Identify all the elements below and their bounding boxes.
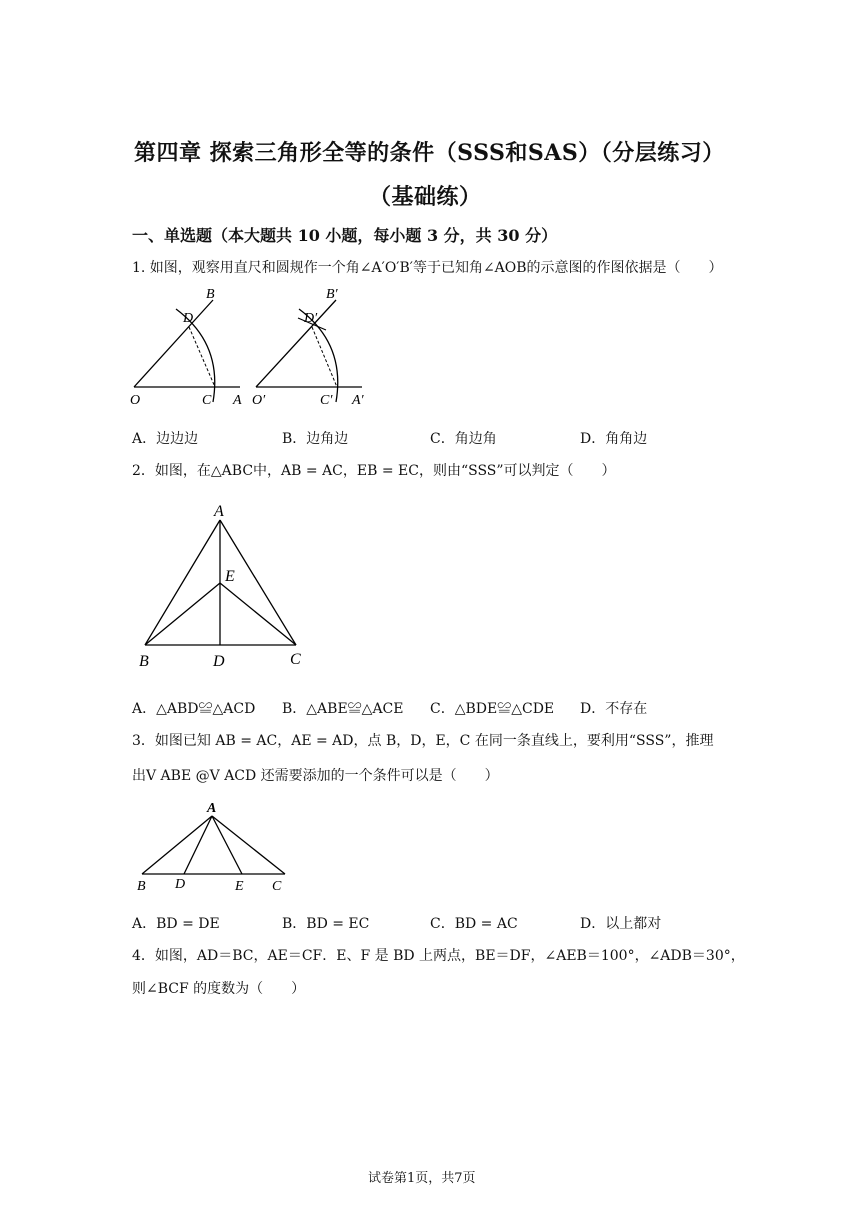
label-right-c: C′ [320,393,333,408]
label-right-a: A′ [352,393,364,408]
question-3-option-d: D．以上都对 [580,916,662,932]
question-1-option-a: A．边边边 [132,431,199,447]
question-2-option-c: C．△BDE≌△CDE [430,701,555,717]
question-3-option-a: A．BD = DE [132,916,220,932]
section-heading: 一、单选题（本大题共 10 小题，每小题 3 分，共 30 分） [132,226,558,245]
label-a: A [207,801,217,816]
label-d: D [213,653,225,670]
label-right-d: D′ [304,311,318,326]
question-3-option-b: B．BD = EC [282,916,370,932]
question-2-option-b: B．△ABE≌△ACE [282,701,404,717]
label-b: B [137,879,146,894]
label-right-b: B′ [326,287,338,302]
question-1-option-d: D．角角边 [580,431,648,447]
page-title: 第四章 探索三角形全等的条件（SSS和SAS）（分层练习） [134,140,725,166]
label-e: E [225,568,235,585]
label-left-b: B [206,287,215,302]
label-a: A [214,503,224,520]
question-1-option-b: B．边角边 [282,431,349,447]
question-3-text-line-2: 出V ABE @V ACD 还需要添加的一个条件可以是（ ） [132,768,499,784]
question-1-text: 1. 如图，观察用直尺和圆规作一个角∠A′O′B′等于已知角∠AOB的示意图的作图依据是（ ） [132,260,723,276]
figure-triangle-bdec [132,796,297,896]
label-right-o: O′ [252,393,266,408]
question-2-option-a: A．△ABD≌△ACD [132,701,256,717]
question-2-text: 2．如图，在△ABC中，AB = AC，EB = EC，则由“SSS”可以判定（ ） [132,463,616,479]
label-c: C [290,651,301,668]
label-left-a: A [233,393,242,408]
label-d: D [175,877,186,892]
label-c: C [272,879,282,894]
label-b: B [139,653,149,670]
question-4-text-line-2: 则∠BCF 的度数为（ ） [132,981,306,997]
label-left-c: C [202,393,212,408]
question-4-text-line-1: 4．如图，AD＝BC，AE＝CF．E、F 是 BD 上两点，BE＝DF，∠AEB＝100°，∠ADB＝30°， [132,948,745,964]
label-left-o: O [130,393,141,408]
page-footer: 试卷第1页，共7页 [368,1171,476,1186]
question-1-option-c: C．角边角 [430,431,497,447]
figure-triangle-abc [130,500,310,676]
page-subtitle: （基础练） [369,184,482,210]
question-3-text-line-1: 3．如图已知 AB = AC，AE = AD，点 B，D，E，C 在同一条直线上，要利用“SSS”，推理 [132,733,714,749]
label-e: E [235,879,244,894]
figure-left-angle [130,287,242,408]
figure-angle-construction [126,284,386,408]
question-3-option-c: C．BD = AC [430,916,518,932]
figure-right-angle [252,287,365,408]
question-2-option-d: D．不存在 [580,701,648,717]
label-left-d: D [183,311,194,326]
